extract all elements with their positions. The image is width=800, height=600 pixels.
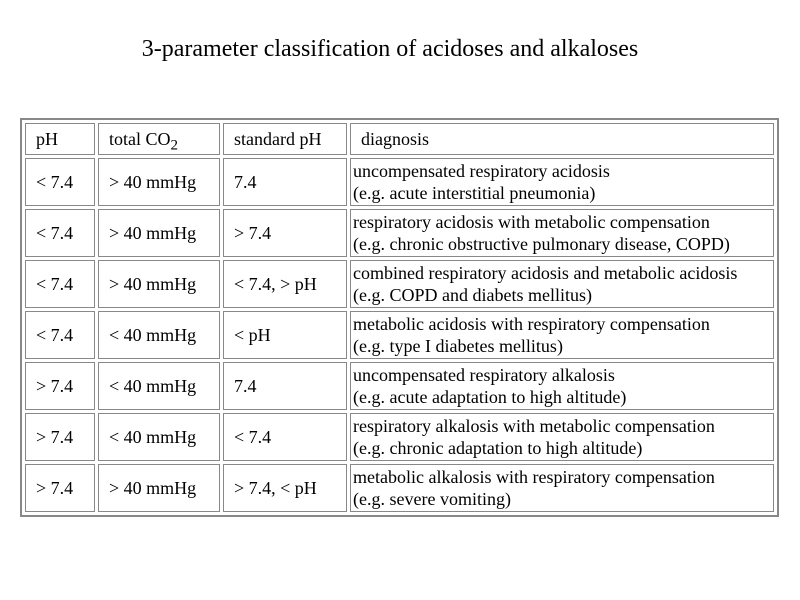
diagnosis-text: respiratory acidosis with metabolic compensation — [353, 212, 710, 232]
table-row — [25, 311, 774, 359]
cell-standard-ph: > 7.4, < pH — [223, 464, 347, 512]
cell-total-co2: < 40 mmHg — [98, 311, 220, 359]
cell-ph: > 7.4 — [25, 362, 95, 410]
header-total-co2-label: total CO — [109, 129, 171, 149]
diagnosis-example: (e.g. acute interstitial pneumonia) — [353, 183, 596, 203]
diagnosis-example: (e.g. chronic adaptation to high altitude) — [353, 438, 643, 458]
cell-total-co2: > 40 mmHg — [98, 209, 220, 257]
cell-ph: < 7.4 — [25, 260, 95, 308]
diagnosis-text: uncompensated respiratory alkalosis — [353, 365, 615, 385]
diagnosis-text: uncompensated respiratory acidosis — [353, 161, 610, 181]
cell-standard-ph: < 7.4 — [223, 413, 347, 461]
cell-diagnosis — [350, 209, 774, 257]
cell-standard-ph: < pH — [223, 311, 347, 359]
cell-ph: < 7.4 — [25, 209, 95, 257]
diagnosis-text: respiratory alkalosis with metabolic compensation — [353, 416, 715, 436]
header-total-co2 — [98, 123, 220, 155]
cell-ph: < 7.4 — [25, 158, 95, 206]
header-ph: pH — [25, 123, 95, 155]
table-header-row — [25, 123, 774, 155]
cell-diagnosis — [350, 158, 774, 206]
cell-standard-ph: > 7.4 — [223, 209, 347, 257]
cell-ph: < 7.4 — [25, 311, 95, 359]
diagnosis-example: (e.g. severe vomiting) — [353, 489, 511, 509]
table-row — [25, 464, 774, 512]
diagnosis-text: combined respiratory acidosis and metabolic acidosis — [353, 263, 738, 283]
cell-diagnosis — [350, 260, 774, 308]
cell-diagnosis — [350, 311, 774, 359]
cell-total-co2: > 40 mmHg — [98, 464, 220, 512]
cell-total-co2: < 40 mmHg — [98, 362, 220, 410]
diagnosis-example: (e.g. chronic obstructive pulmonary disease, COPD) — [353, 234, 730, 254]
table-row — [25, 209, 774, 257]
header-standard-ph: standard pH — [223, 123, 347, 155]
cell-ph: > 7.4 — [25, 413, 95, 461]
diagnosis-text: metabolic alkalosis with respiratory compensation — [353, 467, 715, 487]
header-diagnosis: diagnosis — [350, 123, 774, 155]
classification-table — [20, 118, 779, 517]
table-row — [25, 413, 774, 461]
table-row — [25, 158, 774, 206]
diagnosis-example: (e.g. acute adaptation to high altitude) — [353, 387, 627, 407]
diagnosis-text: metabolic acidosis with respiratory compensation — [353, 314, 710, 334]
cell-ph: > 7.4 — [25, 464, 95, 512]
cell-total-co2: > 40 mmHg — [98, 158, 220, 206]
diagnosis-example: (e.g. type I diabetes mellitus) — [353, 336, 563, 356]
cell-total-co2: < 40 mmHg — [98, 413, 220, 461]
table-row — [25, 260, 774, 308]
cell-total-co2: > 40 mmHg — [98, 260, 220, 308]
cell-diagnosis — [350, 413, 774, 461]
page-title: 3-parameter classification of acidoses and alkaloses — [141, 36, 639, 62]
cell-diagnosis — [350, 362, 774, 410]
cell-standard-ph: 7.4 — [223, 158, 347, 206]
cell-diagnosis — [350, 464, 774, 512]
cell-standard-ph: 7.4 — [223, 362, 347, 410]
table-row — [25, 362, 774, 410]
header-total-co2-subscript: 2 — [170, 137, 178, 154]
cell-standard-ph: < 7.4, > pH — [223, 260, 347, 308]
diagnosis-example: (e.g. COPD and diabets mellitus) — [353, 285, 592, 305]
